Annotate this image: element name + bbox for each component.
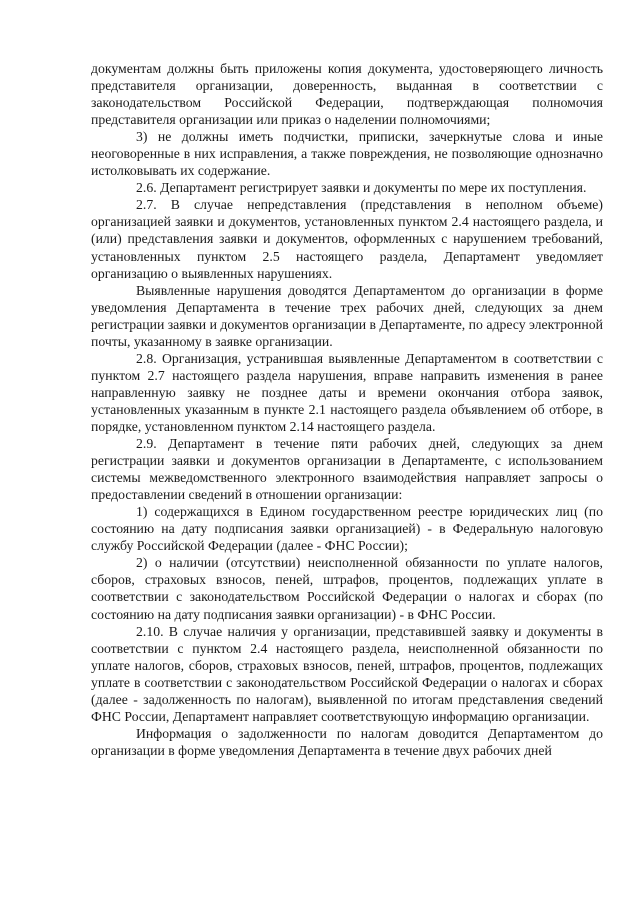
paragraph-no-corrections: 3) не должны иметь подчистки, приписки, зачеркнутые слова и иные неоговоренные в них исправления, а также повреждения, не позволяющие однозначно истолковывать их содержание. — [91, 129, 603, 179]
paragraph-2-9: 2.9. Департамент в течение пяти рабочих дней, следующих за днем регистрации заявки и документов организации в Департаменте, с использованием системы межведомственного электронного взаимодействия направляет запросы о предоставлении сведений в отношении организации: — [91, 436, 603, 503]
paragraph-representative-documents: документам должны быть приложены копия документа, удостоверяющего личность представителя организации, доверенность, выданная в соответствии с законодательством Российской Федерации, подтверждающая полномочия представителя организации или приказ о наделении полномочиями; — [91, 61, 603, 128]
paragraph-violations-notice: Выявленные нарушения доводятся Департаментом до организации в форме уведомления Департамента в течение трех рабочих дней, следующих за днем регистрации заявки и документов организации в Департаменте, по адресу электронной почты, указанному в заявке организации. — [91, 282, 603, 349]
paragraph-2-9-item-2: 2) о наличии (отсутствии) неисполненной обязанности по уплате налогов, сборов, страховых взносов, пеней, штрафов, процентов, подлежащих уплате в соответствии с законодательством Российской Федерации о налогах и сборах (по состоянию на дату подписания заявки организации) - в ФНС России. — [91, 555, 603, 622]
paragraph-2-7: 2.7. В случае непредставления (представления в неполном объеме) организацией заявки и документов, установленных пунктом 2.4 настоящего раздела, и (или) представления заявки и документов, оформленных с нарушением требований, установленных пунктом 2.5 настоящего раздела, Департамент уведомляет организацию о выявленных нарушениях. — [91, 197, 603, 281]
paragraph-2-6: 2.6. Департамент регистрирует заявки и документы по мере их поступления. — [136, 180, 587, 196]
paragraph-tax-debt-notice: Информация о задолженности по налогам доводится Департаментом до организации в форме уведомления Департамента в течение двух рабочих дней — [91, 725, 603, 758]
paragraph-2-10: 2.10. В случае наличия у организации, представившей заявку и документы в соответствии с пунктом 2.4 настоящего раздела, неисполненной обязанности по уплате налогов, сборов, страховых взносов, пеней, штрафов, процентов, подлежащих уплате в соответствии с законодательством Российской Федерации о налогах и сборах (далее - задолженность по налогам), выявленной по итогам представления сведений ФНС России, Департамент направляет соответствующую информацию организации. — [91, 623, 603, 724]
paragraph-2-9-item-1: 1) содержащихся в Едином государственном реестре юридических лиц (по состоянию на дату подписания заявки организацией) - в Федеральную налоговую службу Российской Федерации (далее - ФНС России); — [91, 504, 603, 554]
paragraph-2-8: 2.8. Организация, устранившая выявленные Департаментом в соответствии с пунктом 2.7 настоящего раздела нарушения, вправе направить изменения в ранее направленную заявку не позднее даты и времени окончания отбора заявок, установленных указанным в пункте 2.1 настоящего раздела объявлением об отборе, в порядке, установленном пунктом 2.14 настоящего раздела. — [91, 350, 603, 434]
document-body — [91, 60, 603, 759]
